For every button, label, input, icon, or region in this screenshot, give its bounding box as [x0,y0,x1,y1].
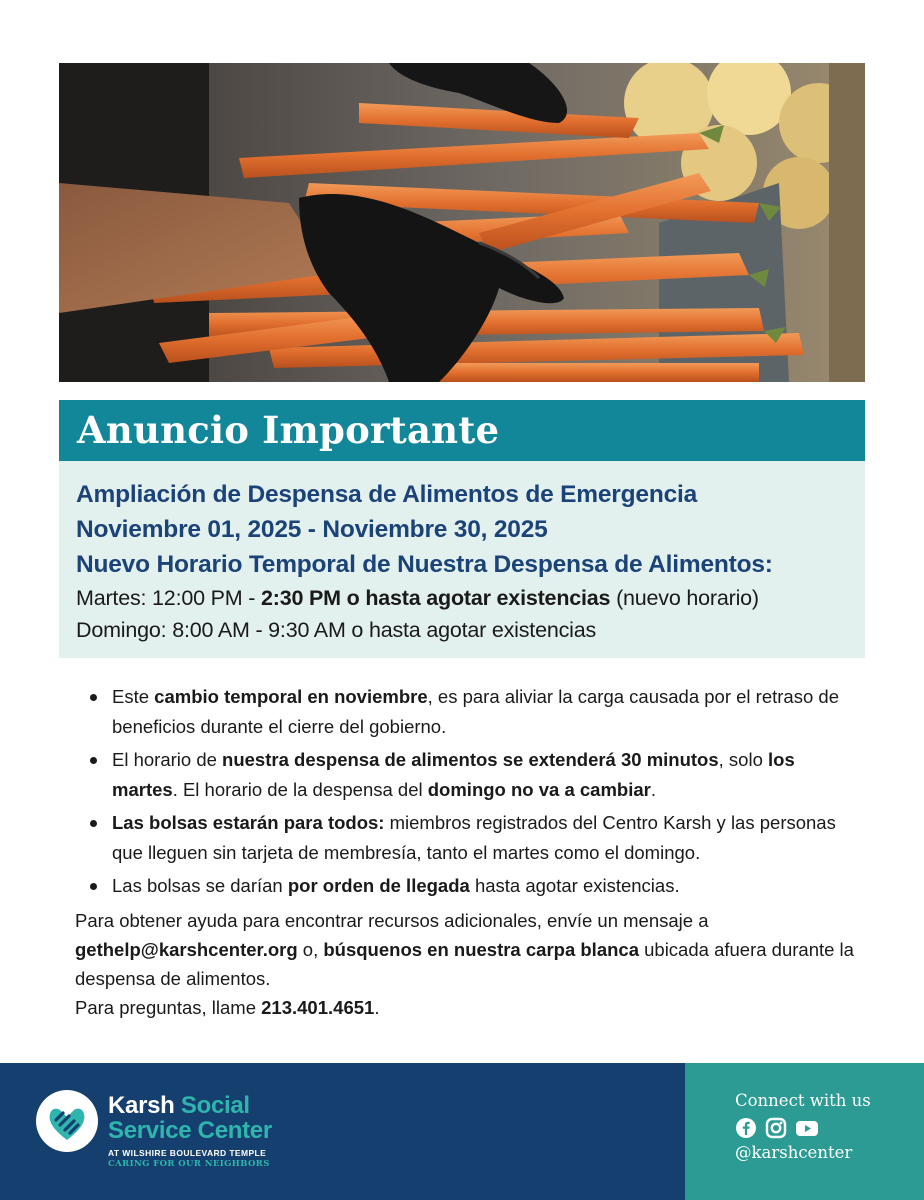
help-paragraph: Para obtener ayuda para encontrar recursos adicionales, envíe un mensaje a gethelp@karshcenter.org o, búsquenos en nuestra carpa blanca ubicada afuera durante la despensa de alimentos. [75,910,854,989]
org-name-line1: Karsh Social [108,1092,250,1119]
announcement-title-bar [59,400,865,461]
social-panel [685,1063,924,1200]
karsh-logo-icon [36,1090,98,1152]
list-item: El horario de nuestra despensa de alimentos se extenderá 30 minutos, solo los martes. El horario de la despensa del domingo no va a cambiar. [90,745,860,805]
phone-paragraph: Para preguntas, llame 213.401.4651. [75,997,380,1018]
announcement-title: Anuncio Importante [77,408,500,452]
info-bullet-list [90,682,860,904]
connect-title: Connect with us [735,1091,871,1110]
announcement-dates: Noviembre 01, 2025 - Noviembre 30, 2025 [76,516,548,543]
list-item: Este cambio temporal en noviembre, es para aliviar la carga causada por el retraso de beneficios durante el cierre del gobierno. [90,682,860,742]
schedule-tuesday: Martes: 12:00 PM - 2:30 PM o hasta agotar existencias (nuevo horario) [76,586,759,610]
org-name-line2: Service Center [108,1117,272,1144]
bullet-icon [90,820,97,827]
instagram-icon[interactable] [765,1117,787,1139]
hero-photo [59,63,865,382]
schedule-sunday: Domingo: 8:00 AM - 9:30 AM o hasta agotar existencias [76,618,597,642]
social-icons [735,1117,817,1139]
email-link[interactable]: gethelp@karshcenter.org [75,939,298,960]
org-tagline: CARING FOR OUR NEIGHBORS [108,1159,270,1169]
org-location: AT WILSHIRE BOULEVARD TEMPLE [108,1148,267,1158]
list-item: Las bolsas estarán para todos: miembros registrados del Centro Karsh y las personas que lleguen sin tarjeta de membresía, tanto el martes como el domingo. [90,808,860,868]
announcement-headline: Ampliación de Despensa de Alimentos de Emergencia [76,481,698,508]
schedule-heading: Nuevo Horario Temporal de Nuestra Despensa de Alimentos: [76,551,773,578]
youtube-icon[interactable] [795,1117,817,1139]
list-item: Las bolsas se darían por orden de llegada hasta agotar existencias. [90,871,860,901]
bullet-icon [90,883,97,890]
contact-info [75,906,865,1022]
bullet-icon [90,757,97,764]
facebook-icon[interactable] [735,1117,757,1139]
phone-link[interactable]: 213.401.4651 [261,997,375,1018]
footer [0,1063,924,1200]
announcement-details [59,461,865,658]
bullet-icon [90,694,97,701]
social-handle[interactable]: @karshcenter [735,1143,853,1162]
